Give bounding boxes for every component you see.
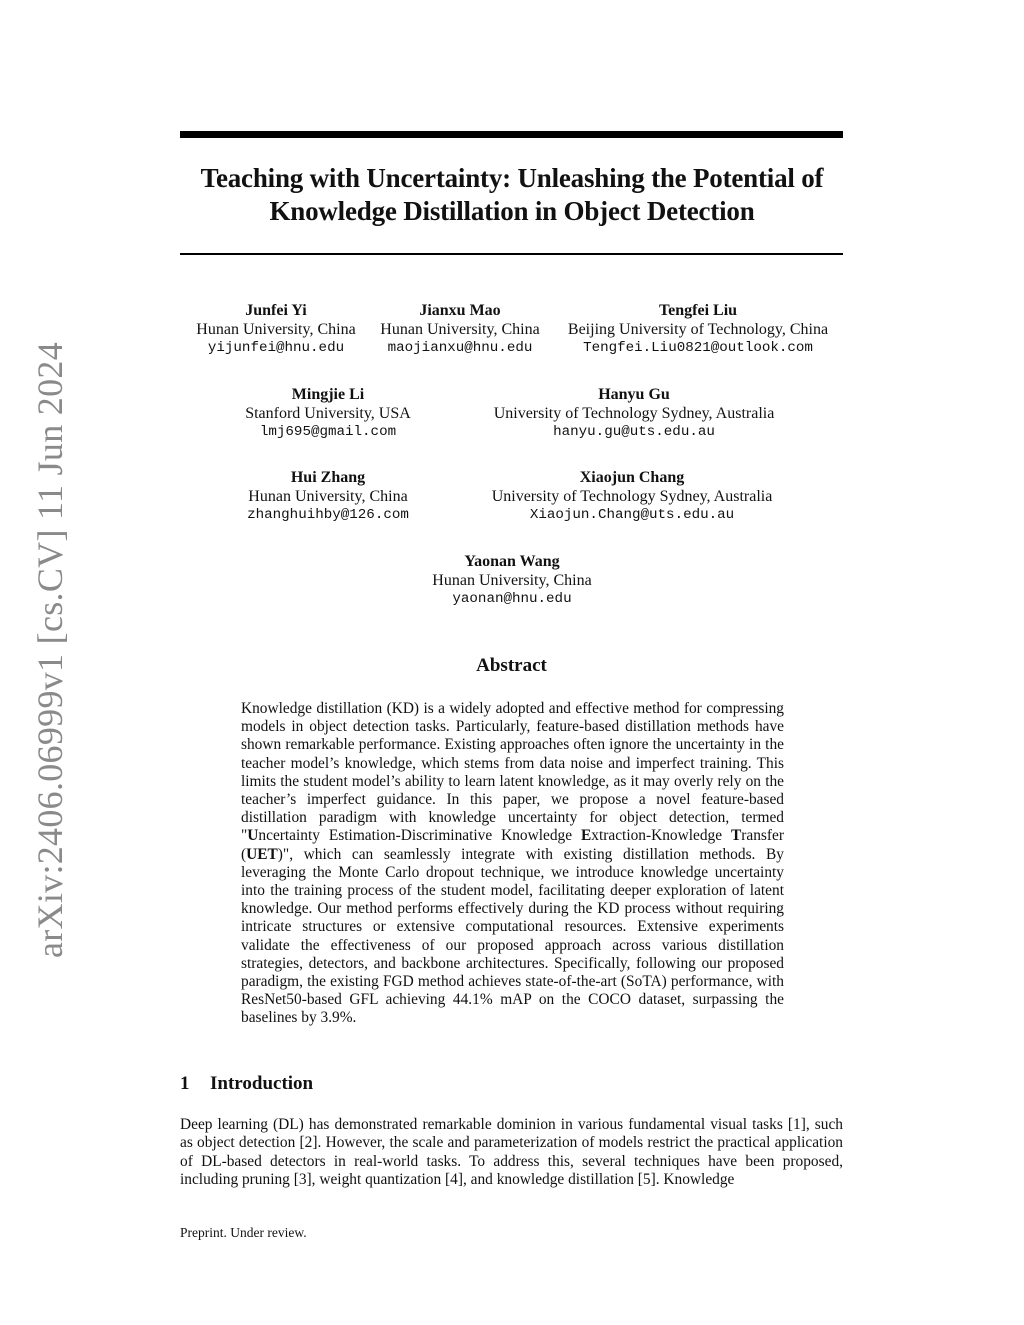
arxiv-id: arXiv:2406.06999v1 [cs.CV] 11 Jun 2024 [30,341,70,959]
preprint-footer: Preprint. Under review. [180,1225,307,1240]
abstract-part: Knowledge distillation (KD) is a widely adopted and effective method for compressing models in object detection tasks. Particularly, feature-based distillation methods have shown remarkable performance. Existing approaches often ignore the uncertainty in the teacher model’s knowledge, which stems from data noise and imperfect training. This limits the student model’s ability to learn latent knowledge, as it may overly rely on the teacher’s imperfect guidance. In this paper, we propose a novel feature-based distillation paradigm with knowledge uncertainty for object detection, termed " [241,700,784,845]
author-affiliation: Beijing University of Technology, China [567,321,829,338]
title-line-1: Teaching with Uncertainty: Unleashing the Potential of [200,163,824,193]
abstract-text [241,700,784,1028]
author-block [164,301,388,358]
author-name: Hanyu Gu [598,386,670,403]
author-block [392,552,632,609]
author-block [472,468,792,525]
author-affiliation: Stanford University, USA [245,405,411,422]
author-email: zhanghuihby@126.com [247,507,409,523]
abstract-acronym-letter: E [581,827,592,845]
author-email: yaonan@hnu.edu [452,591,572,607]
section-title: Introduction [210,1073,314,1094]
author-block [223,468,433,525]
author-affiliation: University of Technology Sydney, Australia [493,405,775,422]
author-email: maojianxu@hnu.edu [387,340,533,356]
author-name: Tengfei Liu [658,302,738,319]
author-name: Jianxu Mao [419,302,501,319]
author-block [548,301,848,358]
author-affiliation: Hunan University, China [196,321,356,338]
author-email: yijunfei@hnu.edu [207,340,345,356]
author-name: Junfei Yi [245,302,307,319]
abstract-part: ransfer ( [241,827,784,863]
abstract-part: )", which can seamlessly integrate with existing distillation methods. By leveraging the Monte Carlo dropout technique, we introduce knowledge uncertainty into the training process of the student model, facilitating deeper exploration of latent knowledge. Our method performs effectively during the KD process without requiring intricate structures or extensive computational resources. Extensive experiments validate the effectiveness of our proposed approach across various distillation strategies, detectors, and backbone architectures. Specifically, following our proposed paradigm, the existing FGD method achieves state-of-the-art (SoTA) performance, with ResNet50-based GFL achieving 44.1% mAP on the COCO dataset, surpassing the baselines by 3.9%. [241,845,784,1027]
abstract-acronym-letter: U [247,827,259,845]
introduction-paragraph: Deep learning (DL) has demonstrated remarkable dominion in various fundamental visual tasks [1], such as object detection [2]. However, the scale and parameterization of models restrict the practical application of DL-based detectors in real-world tasks. To address this, several techniques have been proposed, including pruning [3], weight quantization [4], and knowledge distillation [5]. Knowledge [180,1116,843,1188]
author-email: lmj695@gmail.com [259,424,397,440]
author-block [223,385,433,442]
author-affiliation: Hunan University, China [432,572,592,589]
author-block [474,385,794,442]
title-top-rule [180,131,843,138]
author-name: Xiaojun Chang [579,469,685,486]
section-number: 1 [180,1073,190,1094]
author-block [359,301,561,358]
author-name: Hui Zhang [290,469,366,486]
author-email: hanyu.gu@uts.edu.au [553,424,715,440]
title-line-2: Knowledge Distillation in Object Detection [269,196,755,226]
abstract-part: xtraction-Knowledge [591,827,731,845]
author-name: Yaonan Wang [464,553,560,570]
author-affiliation: University of Technology Sydney, Australia [491,488,773,505]
abstract-acronym-letter: T [731,827,742,845]
author-email: Xiaojun.Chang@uts.edu.au [529,507,735,523]
author-affiliation: Hunan University, China [248,488,408,505]
abstract-part: ncertainty Estimation-Discriminative Knowledge [258,827,582,845]
author-email: Tengfei.Liu0821@outlook.com [583,340,813,356]
title-bottom-rule [180,253,843,255]
abstract-heading: Abstract [476,655,547,676]
author-name: Mingjie Li [291,386,365,403]
abstract-acronym: UET [246,845,278,863]
section-heading-introduction [180,1073,313,1095]
author-affiliation: Hunan University, China [380,321,540,338]
paper-title [150,162,874,228]
